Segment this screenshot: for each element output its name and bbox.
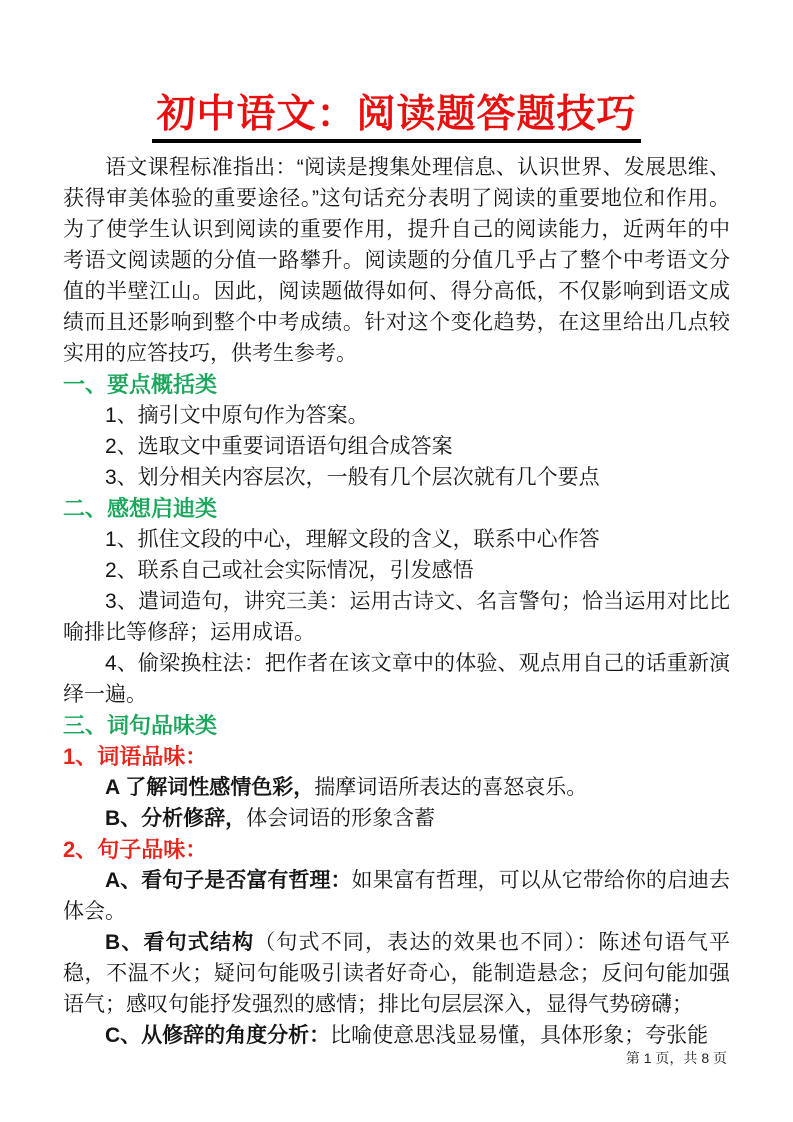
text-run: 3、遣词造句，讲究三美：运用古诗文、名言警句；恰当运用对比比喻排比等修辞；运用成语。 <box>63 589 730 644</box>
paragraph <box>63 586 730 648</box>
text-run: （句式不同，表达的效果也不同）：陈述句语气平稳，不温不火；疑问句能吸引读者好奇心，能制造悬念；反问句能加强语气；感叹句能抒发强烈的感情；排比句层层深入，显得气势磅礴； <box>63 930 730 1016</box>
page-number: 第 1 页，共 8 页 <box>625 1050 727 1066</box>
paragraph <box>63 927 730 1020</box>
bold-text-run: A 了解词性感情色彩， <box>105 775 315 799</box>
text-run: 1、摘引文中原句作为答案。 <box>105 403 369 427</box>
paragraph <box>63 1020 730 1051</box>
text-run: 比喻使意思浅显易懂，具体形象；夸张能 <box>330 1023 709 1047</box>
paragraph <box>63 648 730 710</box>
subsection-heading: 2、句子品味： <box>63 836 208 862</box>
bold-text-run: B、分析修辞， <box>105 806 247 830</box>
section-heading: 三、词句品味类 <box>63 712 218 738</box>
text-run: 体会词语的形象含蓄 <box>246 806 436 830</box>
section-heading: 二、感想启迪类 <box>63 495 218 521</box>
text-run: 揣摩词语所表达的喜怒哀乐。 <box>314 775 588 799</box>
paragraph <box>63 462 730 493</box>
document-body <box>63 152 730 1051</box>
bold-text-run: B、看句式结构 <box>105 930 255 954</box>
paragraph <box>63 431 730 462</box>
text-run: 如果富有哲理，可以从它带给你的启迪去体会。 <box>63 868 730 923</box>
text-run: 1、抓住文段的中心，理解文段的含义，联系中心作答 <box>105 527 600 551</box>
page-title: 初中语文：阅读题答题技巧 <box>152 94 640 143</box>
text-run: 3、划分相关内容层次，一般有几个层次就有几个要点 <box>105 465 600 489</box>
title-row <box>63 0 730 143</box>
paragraph <box>63 555 730 586</box>
text-run: 语文课程标准指出：“阅读是搜集处理信息、认识世界、发展思维、获得审美体验的重要途径。”这句话充分表明了阅读的重要地位和作用。为了使学生认识到阅读的重要作用，提升自己的阅读能力，近两年的中考语文阅读题的分值一路攀升。阅读题的分值几乎占了整个中考语文分值的半壁江山。因此，阅读题做得如何、得分高低，不仅影响到语文成绩而且还影响到整个中考成绩。针对这个变化趋势，在这里给出几点较实用的应答技巧，供考生参考。 <box>63 155 730 365</box>
paragraph <box>63 803 730 834</box>
paragraph <box>63 400 730 431</box>
bold-text-run: C、从修辞的角度分析： <box>105 1023 331 1047</box>
paragraph <box>63 152 730 369</box>
text-run: 2、选取文中重要词语语句组合成答案 <box>105 434 453 458</box>
subsection-heading: 1、词语品味： <box>63 743 208 769</box>
section-heading: 一、要点概括类 <box>63 371 218 397</box>
paragraph <box>63 772 730 803</box>
text-run: 4、偷梁换柱法：把作者在该文章中的体验、观点用自己的话重新演绎一遍。 <box>63 651 730 706</box>
paragraph <box>63 524 730 555</box>
paragraph <box>63 865 730 927</box>
bold-text-run: A、看句子是否富有哲理： <box>105 868 352 892</box>
text-run: 2、联系自己或社会实际情况，引发感悟 <box>105 558 474 582</box>
